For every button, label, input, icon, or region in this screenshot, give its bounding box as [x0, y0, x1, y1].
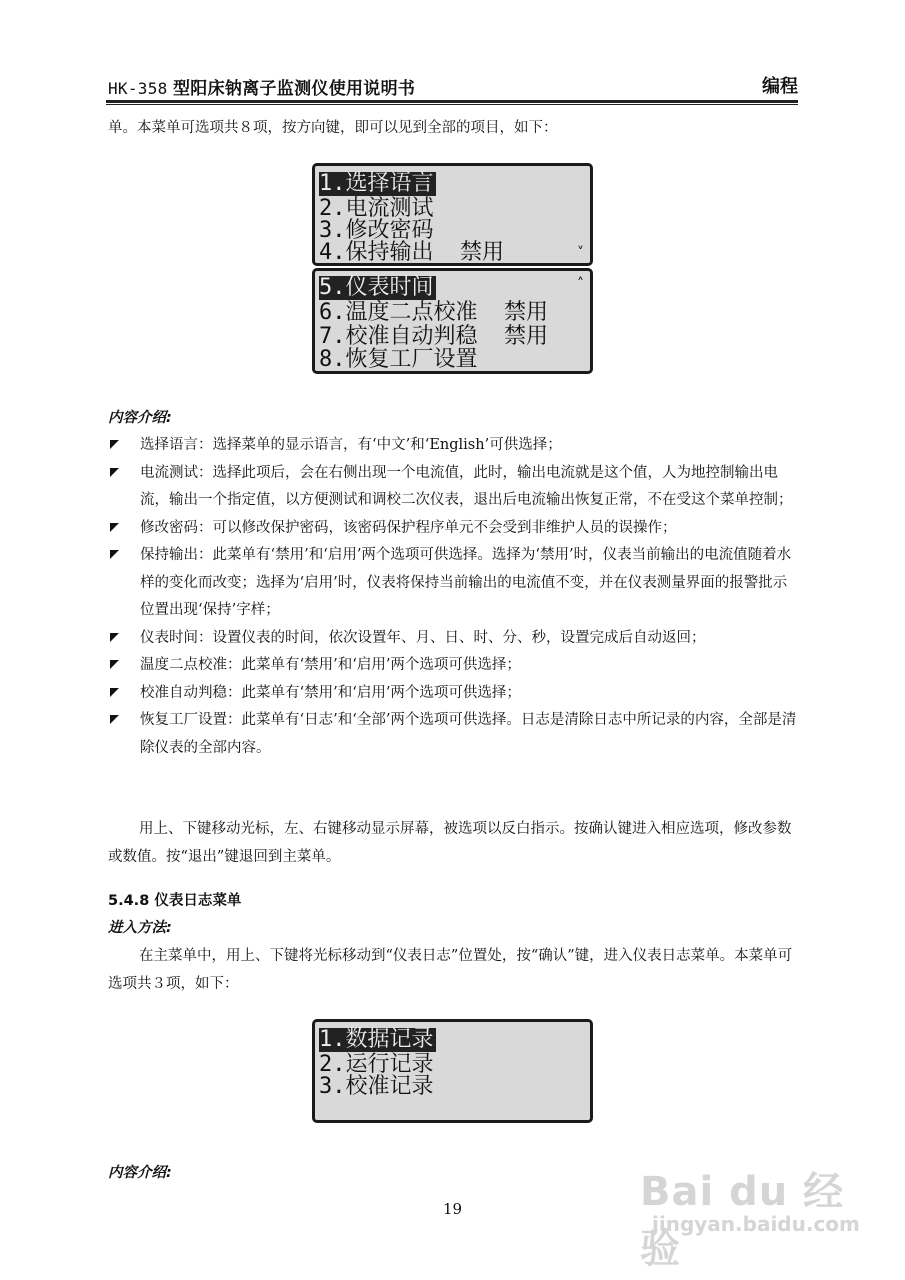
lcd-row-selected: 1.数据记录: [319, 1027, 434, 1052]
page-number: 19: [442, 1200, 463, 1218]
list-item-text: 保持输出：此菜单有‘禁用’和‘启用’两个选项可供选择。选择为‘禁用’时，仪表当前输出的电流值随着水样的变化而改变；选择为‘启用’时，仪表将保持当前输出的电流值不变，并在仪表测量界面的报警批示位置出现‘保持’字样；: [140, 547, 792, 618]
list-item-text: 修改密码：可以修改保护密码，该密码保护程序单元不会受到非维护人员的误操作；: [140, 519, 677, 536]
lcd-row: 7.校准自动判稳 禁用: [319, 324, 548, 349]
lcd-row: 3.修改密码: [319, 218, 434, 243]
list-item: [108, 432, 800, 460]
bullet-arrow-icon: [110, 660, 119, 669]
lcd-screen-log-menu: [312, 1019, 593, 1123]
section-5-4-8-heading: 5.4.8 仪表日志菜单: [108, 893, 242, 909]
list-item: [108, 625, 800, 653]
list-item: [108, 680, 800, 708]
page-header: [108, 70, 798, 100]
enter-method-paragraph: 在主菜单中，用上、下键将光标移动到“仪表日志”位置处，按“确认”键，进入仪表日志菜单。本菜单可选项共３项，如下：: [108, 948, 793, 992]
lcd-row: 8.恢复工厂设置: [319, 347, 478, 372]
scroll-up-icon: ˄: [577, 276, 584, 292]
bullet-arrow-icon: [110, 715, 119, 724]
header-section: 编程: [762, 76, 798, 97]
content-intro-heading-2: 内容介绍:: [108, 1165, 172, 1181]
watermark-logo: Bai du 经验: [640, 1169, 845, 1272]
list-item: [108, 542, 800, 625]
baidu-watermark: [640, 1150, 860, 1272]
intro-paragraph: 单。本菜单可选项共８项，按方向键，即可以见到全部的项目，如下：: [108, 120, 558, 136]
lcd-row-selected: 5.仪表时间: [319, 275, 434, 300]
header-title: [108, 74, 415, 99]
header-rule: [106, 100, 798, 103]
navigation-paragraph: 用上、下键移动光标，左、右键移动显示屏幕，被选项以反白指示。按确认键进入相应选项，修改参数或数值。按“退出”键退回到主菜单。: [108, 821, 792, 865]
lcd-screen-menu-page-1: [312, 163, 593, 266]
list-item: [108, 515, 800, 543]
list-item-text: 恢复工厂设置：此菜单有‘日志’和‘全部’两个选项可供选择。日志是清除日志中所记录的内容，全部是清除仪表的全部内容。: [140, 712, 797, 756]
header-rule-thin: [106, 104, 798, 105]
lcd-row: 3.校准记录: [319, 1074, 434, 1099]
list-item: [108, 652, 800, 680]
lcd-row: 2.运行记录: [319, 1052, 434, 1077]
list-item-text: 选择语言：选择菜单的显示语言，有‘中文’和‘English’可供选择；: [140, 437, 562, 453]
lcd-screen-menu-page-2: [312, 268, 593, 374]
manual-title: 型阳床钠离子监测仪使用说明书: [173, 79, 416, 99]
lcd-row: 2.电流测试: [319, 196, 434, 221]
lcd-row: 4.保持输出 禁用: [319, 240, 504, 265]
lcd-row-selected: 1.选择语言: [319, 171, 434, 196]
list-item-text: 仪表时间：设置仪表的时间，依次设置年、月、日、时、分、秒，设置完成后自动返回；: [140, 629, 706, 646]
list-item-text: 温度二点校准：此菜单有‘禁用’和‘启用’两个选项可供选择；: [140, 657, 521, 673]
content-intro-heading: 内容介绍:: [108, 410, 172, 426]
model-number: HK-358: [108, 79, 168, 98]
bullet-arrow-icon: [110, 440, 119, 449]
list-item-text: 电流测试：选择此项后，会在右侧出现一个电流值，此时，输出电流就是这个值，人为地控制输出电流，输出一个指定值，以方便测试和调校二次仪表，退出后电流输出恢复正常，不在受这个菜单控制；: [140, 464, 793, 508]
bullet-arrow-icon: [110, 550, 119, 559]
list-item: [108, 707, 800, 762]
lcd-row: 6.温度二点校准 禁用: [319, 300, 548, 325]
watermark-url: jingyan.baidu.com: [652, 1212, 860, 1236]
list-item-text: 校准自动判稳：此菜单有‘禁用’和‘启用’两个选项可供选择；: [140, 684, 521, 701]
list-item: [108, 460, 800, 515]
bullet-arrow-icon: [110, 468, 119, 477]
bullet-arrow-icon: [110, 523, 119, 532]
enter-method-heading: 进入方法:: [108, 920, 172, 936]
feature-list: [108, 432, 800, 762]
bullet-arrow-icon: [110, 688, 119, 697]
bullet-arrow-icon: [110, 633, 119, 642]
scroll-down-icon: ˅: [577, 245, 584, 261]
